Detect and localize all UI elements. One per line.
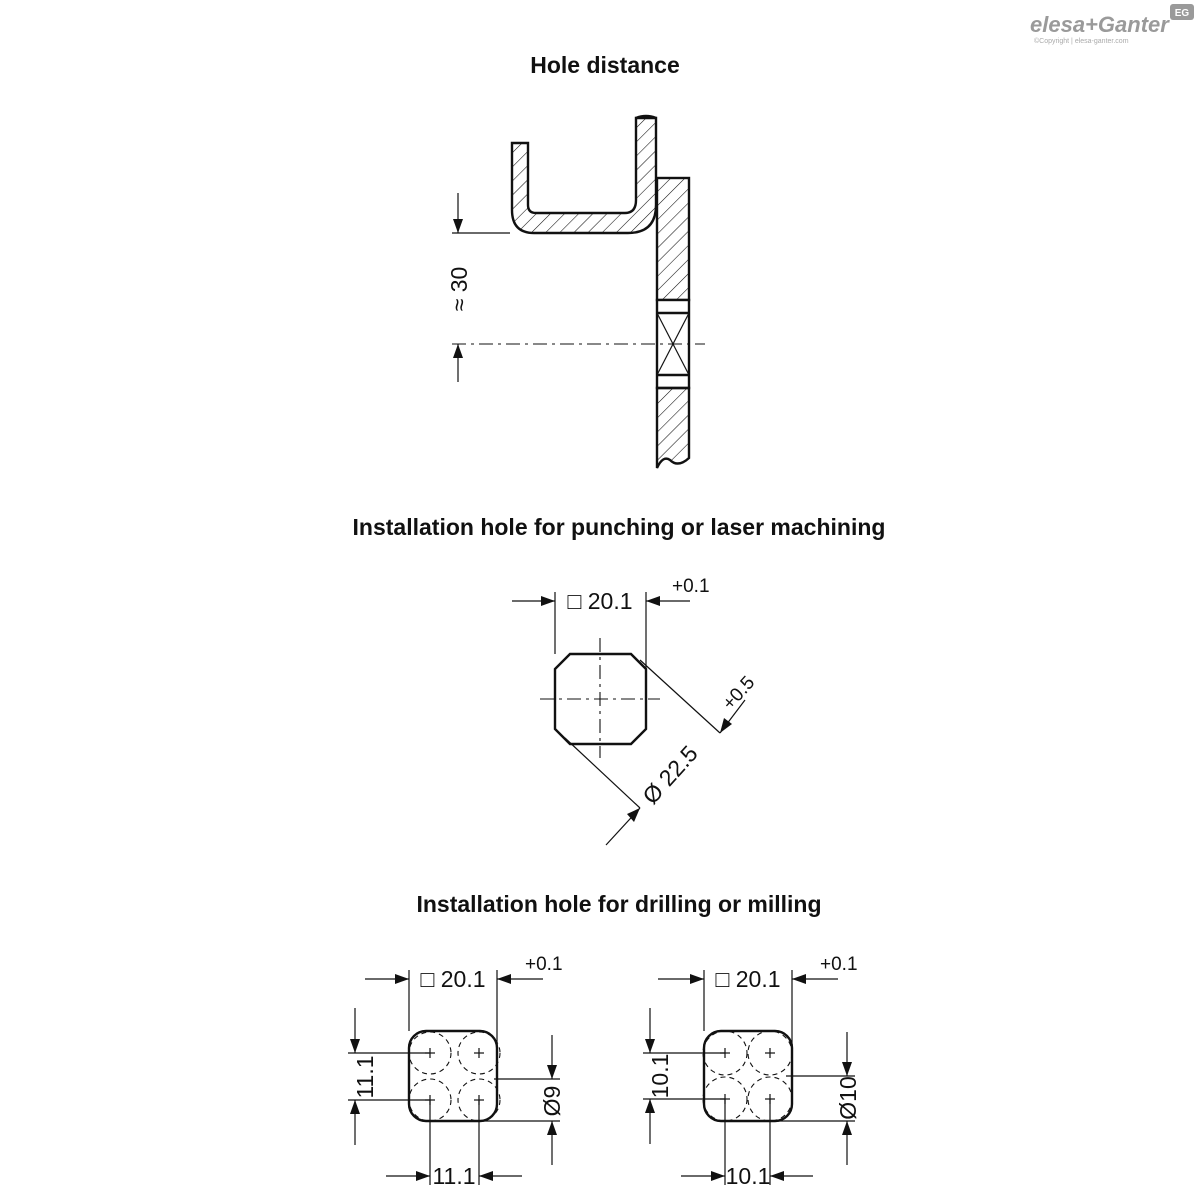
dr-drill-arrow-bottom [842, 1121, 852, 1135]
dr-arrow-left [690, 974, 704, 984]
punch-diameter-label: Ø 22.5 [637, 740, 703, 810]
dr-pitch-arrow-bottom [645, 1099, 655, 1113]
dim-arrow-lower [453, 344, 463, 358]
dl-drill-arrow-bottom [547, 1121, 557, 1135]
dr-arrow-right [792, 974, 806, 984]
dr-pitch-arrow-top [645, 1039, 655, 1053]
drill-left-centers [425, 1048, 484, 1105]
dl-arrow-left [395, 974, 409, 984]
dl-drill-arrow-top [547, 1065, 557, 1079]
dl-pitch-arrow-bottom [350, 1100, 360, 1114]
brand-logo [1030, 4, 1194, 45]
drill-right-diameter: Ø10 [835, 1076, 861, 1120]
dl-pitch-arrow-top [350, 1039, 360, 1053]
drill-right-square: □ 20.1 [715, 966, 781, 992]
copyright-text: ©Copyright | elesa-ganter.com [1034, 38, 1129, 45]
drill-right-centers [720, 1048, 775, 1104]
panel-lower [657, 388, 689, 468]
drill-right-outline [704, 1031, 792, 1121]
drill-left-square-tol: +0.1 [525, 954, 563, 975]
punch-diag-ext-1 [565, 738, 640, 808]
panel-upper [657, 178, 689, 300]
punch-arrow-right [646, 596, 660, 606]
dr-drill-arrow-top [842, 1062, 852, 1076]
punch-arrow-left [541, 596, 555, 606]
drill-right-square-tol: +0.1 [820, 954, 858, 975]
dr-hpitch-arrow-right [770, 1171, 784, 1181]
drill-left-pitch-h: 11.1 [432, 1163, 476, 1189]
drill-right-pitch-h: 10.1 [725, 1163, 771, 1189]
drill-left-drawing [348, 954, 565, 1189]
dim-arrow-upper [453, 219, 463, 233]
drilling-title: Installation hole for drilling or milling [416, 891, 822, 917]
punch-square-label: □ 20.1 [567, 588, 633, 614]
drill-right-pitch-v: 10.1 [647, 1053, 673, 1099]
drill-left-outline [409, 1031, 497, 1121]
brand-logo-text: elesa+Ganter [1030, 12, 1169, 37]
punch-square-tol: +0.1 [672, 576, 710, 597]
dr-hpitch-arrow-left [711, 1171, 725, 1181]
drill-left-diameter: Ø9 [539, 1085, 565, 1117]
punch-diameter-tol: +0.5 [718, 672, 760, 715]
dl-hpitch-arrow-right [479, 1171, 493, 1181]
hole-distance-dimension: ≈ 30 [446, 266, 472, 312]
bracket-profile [512, 118, 656, 233]
punching-drawing [512, 576, 759, 845]
punching-title: Installation hole for punching or laser machining [352, 514, 886, 540]
hole-distance-title: Hole distance [530, 52, 680, 78]
drill-left-square: □ 20.1 [420, 966, 486, 992]
punch-diag-ext-2 [640, 660, 720, 733]
drill-left-pitch-v: 11.1 [352, 1055, 378, 1099]
brand-badge-text: EG [1174, 8, 1190, 19]
hole-distance-drawing [446, 116, 705, 468]
drill-right-drawing [643, 954, 861, 1189]
dl-hpitch-arrow-left [416, 1171, 430, 1181]
dl-arrow-right [497, 974, 511, 984]
